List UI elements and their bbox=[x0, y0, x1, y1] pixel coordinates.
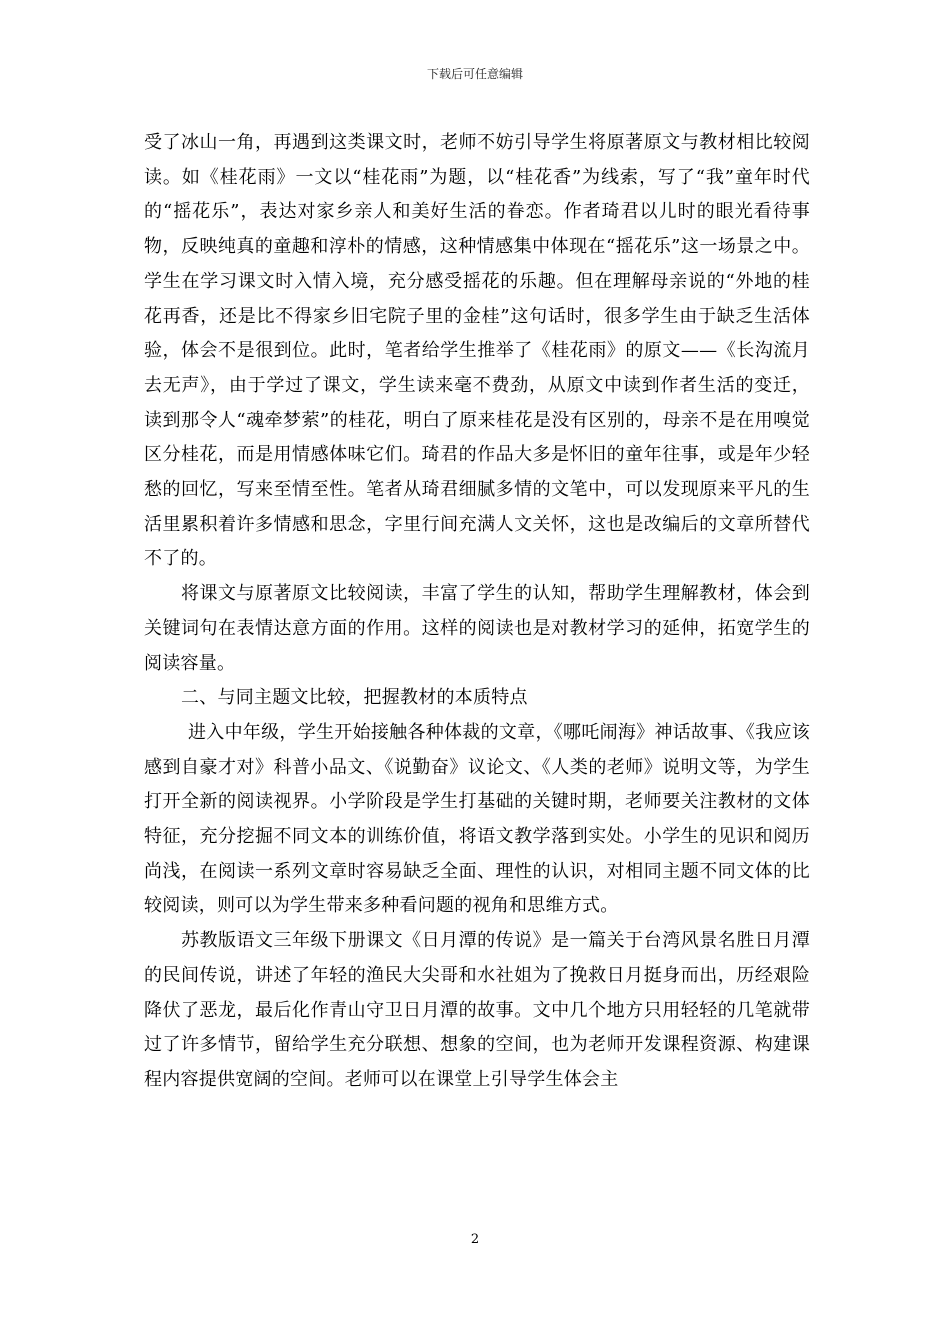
page-number: 2 bbox=[470, 1232, 480, 1247]
paragraph-genres: 进入中年级，学生开始接触各种体裁的文章，《哪吒闹海》神话故事、《我应该感到自豪才对》科普小品文、《说勤奋》议论文、《人类的老师》说明文等，为学生打开全新的阅读视界。小学阶段是学生打基础的关键时期，老师要关注教材的文体特征，充分挖掘不同文本的训练价值，将语文教学落到实处。小学生的见识和阅历尚浅，在阅读一系列文章时容易缺乏全面、理性的认识，对相同主题不同文体的比较阅读，则可以为学生带来多种看问题的视角和思维方式。 bbox=[144, 721, 810, 917]
paragraph-summary: 将课文与原著原文比较阅读，丰富了学生的认知，帮助学生理解教材，体会到关键词句在表情达意方面的作用。这样的阅读也是对教材学习的延伸，拓宽学生的阅读容量。 bbox=[144, 583, 810, 674]
paragraph-continued: 受了冰山一角，再遇到这类课文时，老师不妨引导学生将原著原文与教材相比较阅读。如《桂花雨》一文以“桂花雨”为题，以“桂花香”为线索，写了“我”童年时代的“摇花乐”，表达对家乡亲人和美好生活的眷恋。作者琦君以儿时的眼光看待事物，反映纯真的童趣和淳朴的情感，这种情感集中体现在“摇花乐”这一场景之中。学生在学习课文时入情入境，充分感受摇花的乐趣。但在理解母亲说的“外地的桂花再香，还是比不得家乡旧宅院子里的金桂”这句话时，很多学生由于缺乏生活体验，体会不是很到位。此时，笔者给学生推举了《桂花雨》的原文——《长沟流月去无声》，由于学过了课文，学生读来毫不费劲，从原文中读到作者生活的变迁，读到那令人“魂牵梦萦”的桂花，明白了原来桂花是没有区别的，母亲不是在用嗅觉区分桂花，而是用情感体味它们。琦君的作品大多是怀旧的童年往事，或是年少轻愁的回忆，写来至情至性。笔者从琦君细腻多情的文笔中，可以发现原来平凡的生活里累积着许多情感和思念，字里行间充满人文关怀，这也是改编后的文章所替代不了的。 bbox=[144, 132, 810, 570]
document-body bbox=[144, 126, 810, 1098]
page-header: 下载后可任意编辑 bbox=[426, 67, 523, 81]
section-heading: 二、与同主题文比较，把握教材的本质特点 bbox=[181, 687, 528, 709]
paragraph-example: 苏教版语文三年级下册课文《日月潭的传说》是一篇关于台湾风景名胜日月潭的民间传说，讲述了年轻的渔民大尖哥和水社姐为了挽救日月挺身而出，历经艰险降伏了恶龙，最后化作青山守卫日月潭的故事。文中几个地方只用轻轻的几笔就带过了许多情节，留给学生充分联想、想象的空间，也为老师开发课程资源、构建课程内容提供宽阔的空间。老师可以在课堂上引导学生体会主 bbox=[144, 930, 810, 1090]
